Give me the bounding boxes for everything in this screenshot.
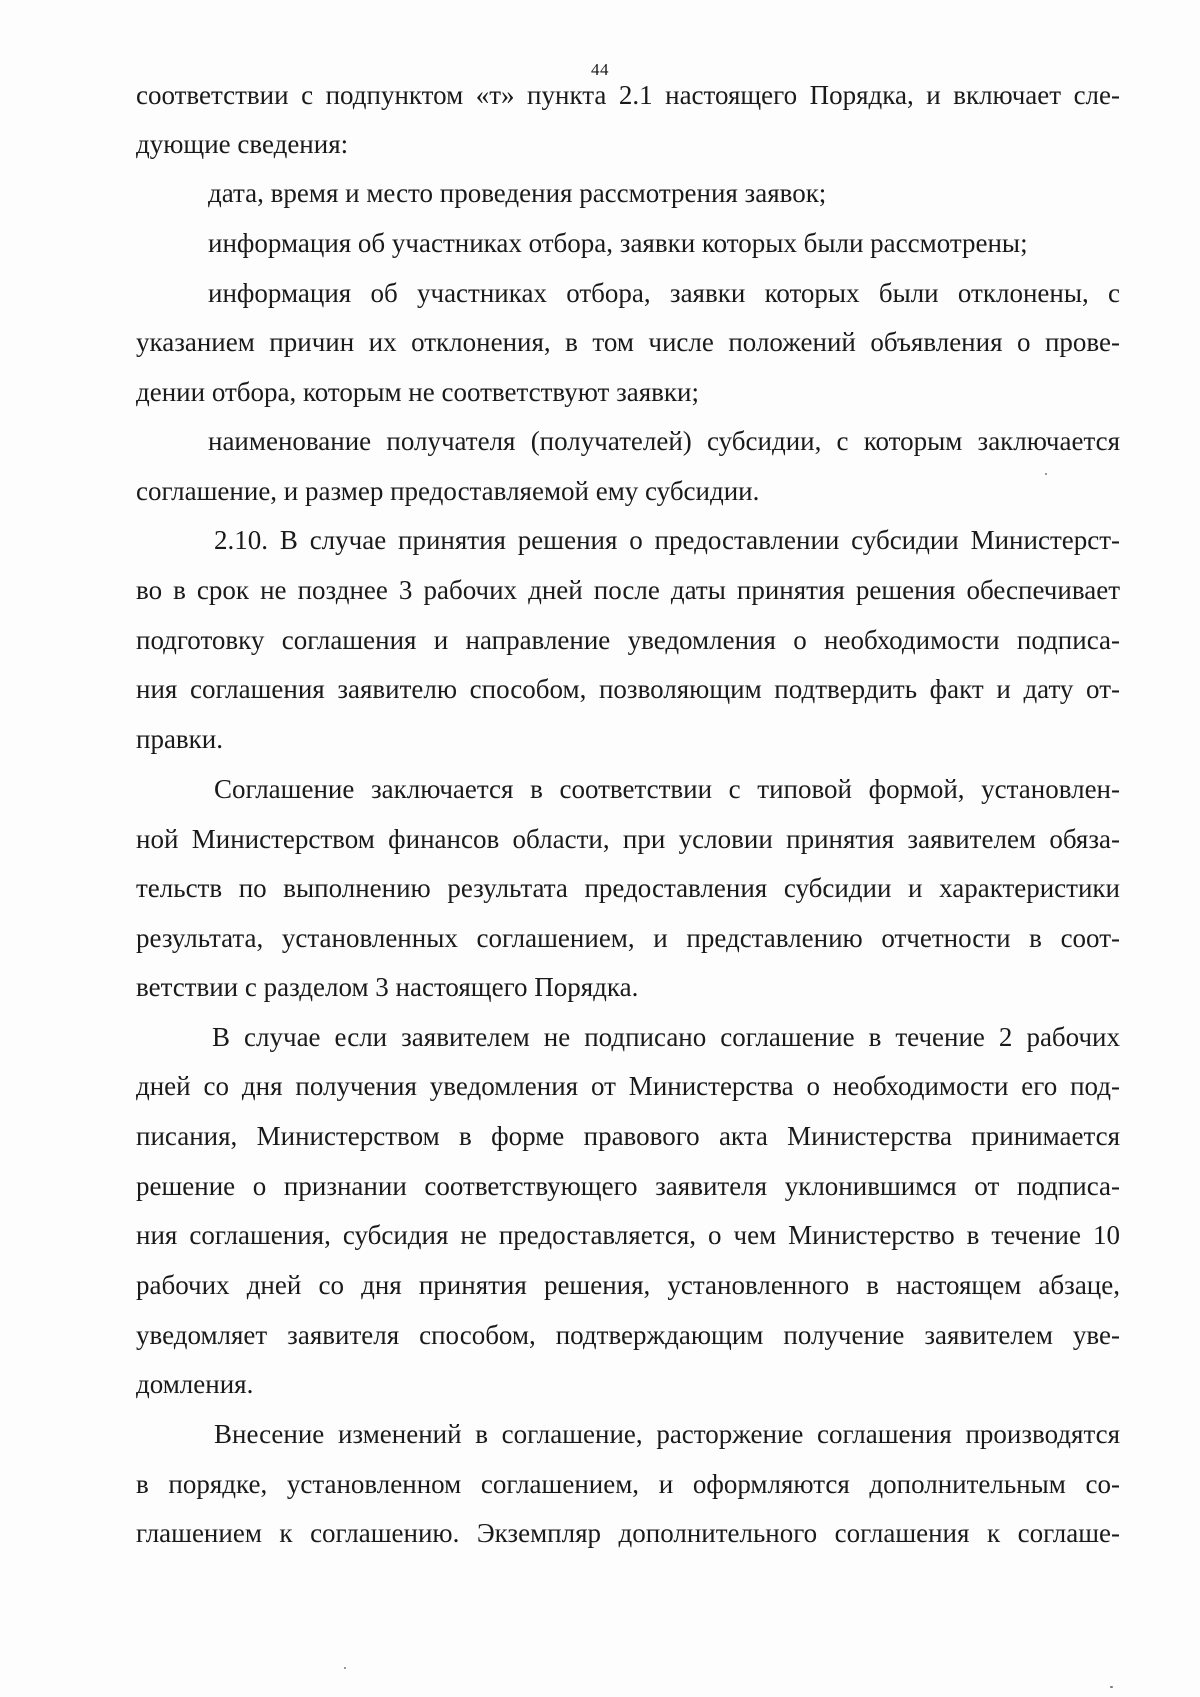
text-line: соответствии с подпунктом «т» пункта 2.1 настоящего Порядка, и включает сле- — [136, 80, 1120, 110]
text-line: указанием причин их отклонения, в том числе положений объявления о прове- — [136, 327, 1120, 357]
text-line: тельств по выполнению результата предоставления субсидии и характеристики — [136, 873, 1120, 903]
text-line: наименование получателя (получателей) субсидии, с которым заключается — [208, 426, 1120, 456]
scan-speck — [344, 1667, 346, 1669]
text-line: во в срок не позднее 3 рабочих дней после даты принятия решения обеспечивает — [136, 575, 1120, 605]
text-line: домления. — [136, 1369, 254, 1399]
text-line: В случае если заявителем не подписано соглашение в течение 2 рабочих — [212, 1022, 1120, 1052]
text-line: Внесение изменений в соглашение, расторжение соглашения производятся — [214, 1419, 1120, 1449]
scan-speck — [1045, 473, 1047, 475]
text-line: ветствии с разделом 3 настоящего Порядка. — [136, 972, 639, 1002]
text-line: писания, Министерством в форме правового акта Министерства принимается — [136, 1121, 1120, 1151]
scan-speck — [1110, 1686, 1113, 1688]
text-line: результата, установленных соглашением, и представлению отчетности в соот- — [136, 923, 1120, 953]
text-line: дующие сведения: — [136, 129, 349, 159]
text-line: Соглашение заключается в соответствии с типовой формой, установлен- — [214, 774, 1120, 804]
text-line: соглашение, и размер предоставляемой ему субсидии. — [136, 476, 760, 506]
text-line: ния соглашения заявителю способом, позволяющим подтвердить факт и дату от- — [136, 674, 1120, 704]
text-line: дней со дня получения уведомления от Министерства о необходимости его под- — [136, 1071, 1120, 1101]
text-line: подготовку соглашения и направление уведомления о необходимости подписа- — [136, 625, 1120, 655]
text-line: дении отбора, которым не соответствуют заявки; — [136, 377, 699, 407]
text-line: в порядке, установленном соглашением, и оформляются дополнительным со- — [136, 1469, 1120, 1499]
text-line: ния соглашения, субсидия не предоставляется, о чем Министерство в течение 10 — [136, 1220, 1120, 1250]
text-line: дата, время и место проведения рассмотрения заявок; — [208, 178, 827, 208]
text-line: информация об участниках отбора, заявки которых были отклонены, с — [208, 278, 1120, 308]
text-line: глашением к соглашению. Экземпляр дополнительного соглашения к соглаше- — [136, 1518, 1120, 1548]
text-line: правки. — [136, 724, 223, 754]
text-line: уведомляет заявителя способом, подтверждающим получение заявителем уве- — [136, 1320, 1120, 1350]
page-number: 44 — [591, 60, 609, 79]
text-line: ной Министерством финансов области, при условии принятия заявителем обяза- — [136, 824, 1120, 854]
text-line: информация об участниках отбора, заявки которых были рассмотрены; — [208, 228, 1028, 258]
text-line: решение о признании соответствующего заявителя уклонившимся от подписа- — [136, 1171, 1120, 1201]
text-line: рабочих дней со дня принятия решения, установленного в настоящем абзаце, — [136, 1270, 1120, 1300]
section-heading-line: 2.10. В случае принятия решения о предоставлении субсидии Министерст- — [214, 525, 1120, 555]
